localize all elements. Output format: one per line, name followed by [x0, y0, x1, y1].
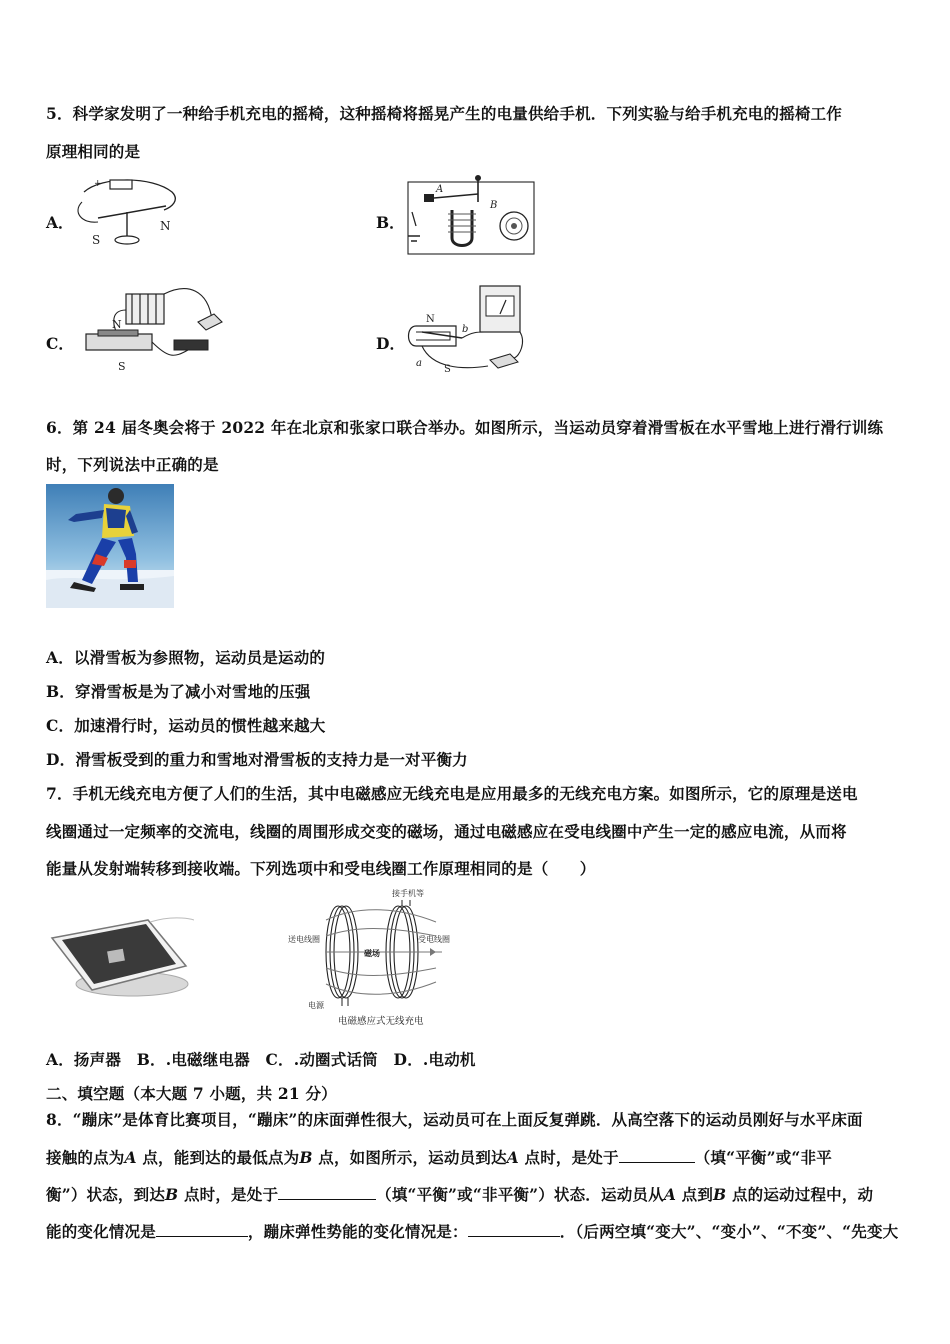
- q8-l2-part: 接触的点为: [46, 1148, 125, 1167]
- fig-caption: 电磁感应式无线充电: [338, 1016, 424, 1027]
- q8-l3-part: 点到: [676, 1185, 714, 1204]
- q6-option-b: B．穿滑雪板是为了减小对雪地的压强: [46, 682, 311, 701]
- q5-option-a-label: A．: [46, 213, 74, 232]
- q8-l4-part: 能的变化情况是: [46, 1222, 156, 1241]
- q8-l2-part: 点，能到达的最低点为: [136, 1148, 300, 1167]
- answer-blank-3[interactable]: [156, 1222, 248, 1237]
- answer-blank-1[interactable]: [619, 1148, 695, 1163]
- q6-text-line1: 6．第 24 届冬奥会将于 2022 年在北京和张家口联合举办。如图所示，当运动员穿着滑雪板在水平雪地上进行滑行训练: [46, 418, 884, 437]
- q8-l2-part: （填“平衡”或“非平: [694, 1148, 832, 1167]
- q7-options: A．扬声器 B．.电磁继电器 C．.动圈式话筒 D．.电动机: [46, 1050, 476, 1069]
- q8-l3-part: 点时，是处于: [178, 1185, 279, 1204]
- q5-option-c-label: C．: [46, 334, 74, 353]
- q5-figure-d-galvanometer-circuit: [402, 282, 532, 380]
- fig-d-b: b: [462, 324, 469, 335]
- fig-label-send-coil: 送电线圈: [288, 935, 320, 944]
- q7-wireless-charger-photo: [46, 914, 194, 1004]
- q8-l3-part: 点的运动过程中，动: [726, 1185, 874, 1204]
- q6-text-line2: 时，下列说法中正确的是: [46, 455, 219, 474]
- q6-option-a: A．以滑雪板为参照物，运动员是运动的: [46, 648, 326, 667]
- answer-blank-4[interactable]: [468, 1222, 560, 1237]
- fig-b-a: A: [436, 184, 444, 195]
- q5-text-line1: 5．科学家发明了一种给手机充电的摇椅，这种摇椅将摇晃产生的电量供给手机．下列实验与给手机充电的摇椅工作: [46, 104, 842, 123]
- fig-label-recv-coil: 受电线圈: [418, 935, 450, 944]
- q5-figure-b-electric-bell: [402, 172, 542, 258]
- var-b: B: [713, 1185, 727, 1204]
- fig-c-n: N: [112, 318, 122, 331]
- q8-l4-part: ，蹦床弹性势能的变化情况是：: [247, 1222, 468, 1241]
- fig-label-field: 磁场: [364, 948, 380, 958]
- q8-text-line2: [46, 1146, 832, 1168]
- q8-l3-part: （填“平衡”或“非平衡”）状态．运动员从: [376, 1185, 664, 1204]
- q5-text-line2: 原理相同的是: [46, 142, 141, 161]
- answer-blank-2[interactable]: [278, 1185, 376, 1200]
- var-b: B: [299, 1148, 313, 1167]
- q6-skier-photo: [46, 484, 174, 608]
- q8-l3-part: 衡”）状态，到达: [46, 1185, 166, 1204]
- q7-induction-coil-diagram: [286, 886, 466, 1028]
- svg-text:+: +: [94, 179, 102, 189]
- fig-a-n: N: [160, 219, 171, 233]
- fig-label-power: 电源: [308, 1001, 324, 1010]
- q6-option-c: C．加速滑行时，运动员的惯性越来越大: [46, 716, 326, 735]
- q8-l4-part: ．（后两空填“变大”、“变小”、“不变”、“先变大: [559, 1222, 899, 1241]
- var-a: A: [663, 1185, 677, 1204]
- q8-text-line1: 8．“蹦床”是体育比赛项目，“蹦床”的床面弹性很大，运动员可在上面反复弹跳．从高空落下的运动员刚好与水平床面: [46, 1110, 863, 1129]
- q6-option-d: D．滑雪板受到的重力和雪地对滑雪板的支持力是一对平衡力: [46, 750, 468, 769]
- q8-l2-part: 点时，是处于: [518, 1148, 619, 1167]
- fig-a-s: S: [92, 233, 101, 247]
- var-a: A: [506, 1148, 519, 1167]
- q8-l2-part: 点，如图所示，运动员到达: [312, 1148, 507, 1167]
- fig-label-phone: 接手机等: [392, 889, 424, 898]
- fig-c-s: S: [118, 360, 126, 373]
- q5-option-d-label: D．: [376, 334, 405, 353]
- fig-d-n: N: [426, 314, 435, 325]
- section-2-heading: 二、填空题（本大题 7 小题，共 21 分）: [46, 1084, 337, 1103]
- q5-option-b-label: B．: [376, 213, 405, 232]
- q7-text-line2: 线圈通过一定频率的交流电，线圈的周围形成交变的磁场，通过电磁感应在受电线圈中产生一定的感应电流，从而将: [46, 822, 847, 841]
- q5-figure-a-magnetic-needle: [72, 172, 182, 252]
- q5-figure-c-motor-circuit: [78, 280, 228, 376]
- q8-text-line4: [46, 1220, 898, 1242]
- fig-b-b: B: [490, 200, 498, 211]
- var-b: B: [165, 1185, 179, 1204]
- fig-d-s: S: [444, 364, 451, 375]
- q8-text-line3: [46, 1183, 873, 1205]
- var-a: A: [124, 1148, 137, 1167]
- fig-d-a: a: [416, 358, 422, 369]
- q7-text-line3: 能量从发射端转移到接收端。下列选项中和受电线圈工作原理相同的是（ ）: [46, 859, 596, 878]
- q7-text-line1: 7．手机无线充电方便了人们的生活，其中电磁感应无线充电是应用最多的无线充电方案。如图所示，它的原理是送电: [46, 784, 858, 803]
